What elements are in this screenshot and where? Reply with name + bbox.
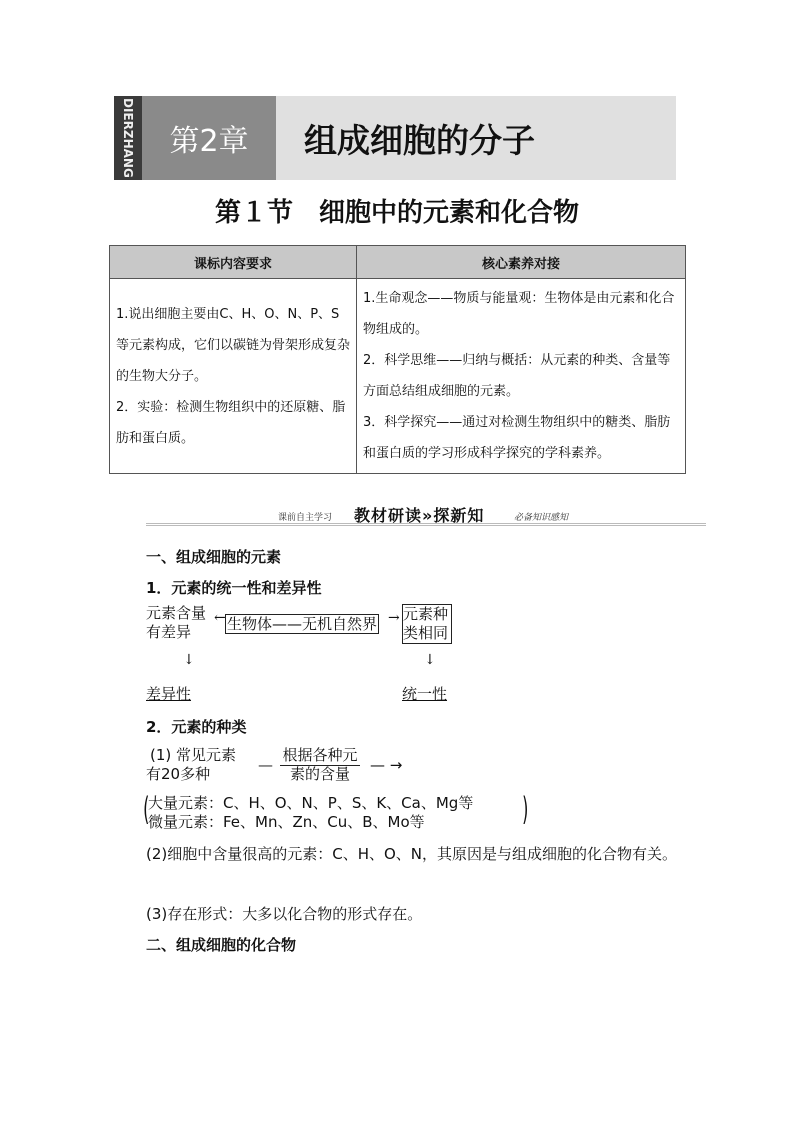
divider-left-text: 课前自主学习: [278, 513, 333, 523]
arrow-down-left-icon: ↓: [183, 652, 195, 668]
diagram-left-box: 元素含量有差异: [146, 604, 207, 641]
arrow-left-icon: ←: [214, 610, 226, 626]
arrow-dashed-icon: — →: [370, 756, 403, 774]
chapter-label: 第2章: [142, 96, 276, 180]
table-cell-right: [357, 279, 686, 474]
table-header-right: 核心素养对接: [357, 246, 686, 279]
common-elements-line1: (1) 常见元素: [150, 746, 237, 764]
result-unity: 统一性: [402, 685, 448, 703]
basis-line2: 素的含量: [289, 765, 350, 783]
paragraph-high-content: (2)细胞中含量很高的元素：C、H、O、N，其原因是与组成细胞的化合物有关。: [146, 845, 678, 863]
arrow-down-right-icon: ↓: [424, 652, 436, 668]
subheading-unity: 1．元素的统一性和差异性: [146, 579, 322, 597]
chapter-title: 组成细胞的分子: [276, 96, 676, 180]
req-right-2: 2．科学思维——归纳与概括：从元素的种类、含量等方面总结组成细胞的元素。: [363, 353, 671, 399]
heading-elements: 一、组成细胞的元素: [146, 548, 282, 566]
chapter-side-tab: DIERZHANG: [114, 96, 142, 180]
result-diversity: 差异性: [146, 685, 192, 703]
req-left-2: 2．实验：检测生物组织中的还原糖、脂肪和蛋白质。: [116, 399, 346, 446]
section-title: 第１节 细胞中的元素和化合物: [214, 198, 579, 228]
heading-compounds: 二、组成细胞的化合物: [146, 936, 297, 954]
dash-left: —: [258, 756, 273, 774]
paragraph-existence-form: (3)存在形式：大多以化合物的形式存在。: [146, 905, 423, 923]
micro-elements: 微量元素：Fe、Mn、Zn、Cu、B、Mo等: [148, 813, 425, 831]
diagram-center: 生物体——无机自然界: [227, 615, 378, 633]
basis-line1: 根据各种元: [280, 744, 360, 766]
arrow-right-icon: →: [388, 610, 400, 626]
requirements-table: [109, 245, 686, 474]
table-cell-left: [110, 279, 357, 474]
right-paren-icon: ): [522, 790, 529, 828]
divider-title: 教材研读»探新知: [354, 506, 485, 525]
common-elements-line2: 有20多种: [146, 765, 211, 783]
table-header-left: 课标内容要求: [110, 246, 357, 279]
divider-right-text: 必备知识感知: [514, 513, 569, 523]
req-right-3: 3．科学探究——通过对检测生物组织中的糖类、脂肪和蛋白质的学习形成科学探究的学科素养。: [363, 415, 671, 461]
macro-elements: 大量元素：C、H、O、N、P、S、K、Ca、Mg等: [148, 794, 474, 812]
left-paren-icon: (: [143, 790, 150, 828]
req-left-1: 1.说出细胞主要由C、H、O、N、P、S等元素构成，它们以碳链为骨架形成复杂的生物大分子。: [116, 306, 351, 384]
diagram-right-box: 元素种类相同: [402, 604, 452, 644]
req-right-1: 1.生命观念——物质与能量观：生物体是由元素和化合物组成的。: [363, 291, 675, 337]
subheading-types: 2．元素的种类: [146, 718, 247, 736]
